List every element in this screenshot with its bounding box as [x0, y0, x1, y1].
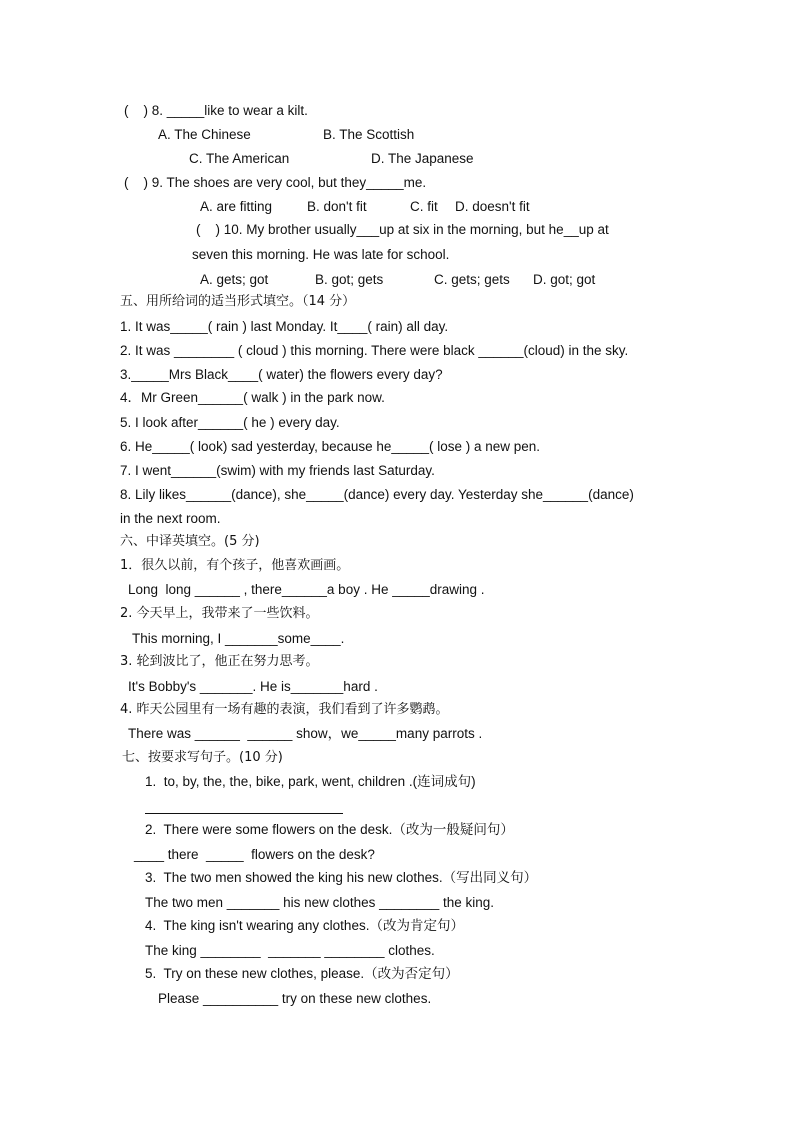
q9-option-d: D. doesn't fit	[455, 199, 530, 214]
section7-question: 3. The two men showed the king his new clothes.（写出同义句）	[145, 870, 538, 885]
q8-stem: ( ) 8. _____like to wear a kilt.	[124, 103, 308, 118]
section5-item: 5. I look after______( he ) every day.	[120, 415, 340, 430]
section7-answer-template: Please __________ try on these new clothes.	[158, 991, 432, 1006]
section6-english-blank: Long long ______ , there______a boy . He _____drawing .	[128, 582, 485, 597]
section5-item: 2. It was ________ ( cloud ) this morning. There were black ______(cloud) in the sky.	[120, 343, 629, 358]
section6-chinese-prompt: 2. 今天早上，我带来了一些饮料。	[120, 606, 319, 621]
q9-option-b: B. don't fit	[307, 199, 367, 214]
q8-option-b: B. The Scottish	[323, 127, 415, 142]
section7-question: 2. There were some flowers on the desk.（改为一般疑问句）	[145, 822, 514, 837]
section7-title: 七、按要求写句子。(10 分)	[122, 750, 283, 765]
section6-english-blank: This morning, I _______some____.	[132, 631, 345, 646]
section6-english-blank: There was ______ ______ show，we_____many parrots .	[128, 726, 483, 741]
section7-question: 5. Try on these new clothes, please.（改为否定句）	[145, 966, 459, 981]
section6-chinese-prompt: 3. 轮到波比了，他正在努力思考。	[120, 654, 319, 669]
section5-item: 4．Mr Green______( walk ) in the park now.	[120, 390, 385, 405]
q9-stem: ( ) 9. The shoes are very cool, but they_____me.	[124, 175, 427, 190]
section7-answer-template: The king ________ _______ ________ clothes.	[145, 943, 435, 958]
section5-item: 6. He_____( look) sad yesterday, because he_____( lose ) a new pen.	[120, 439, 541, 454]
section5-item: 8. Lily likes______(dance), she_____(dance) every day. Yesterday she______(dance)	[120, 487, 634, 502]
q8-option-c: C. The American	[189, 151, 290, 166]
section7-answer-template: The two men _______ his new clothes ________ the king.	[145, 895, 494, 910]
q10-option-c: C. gets; gets	[434, 272, 510, 287]
q8-option-d: D. The Japanese	[371, 151, 474, 166]
q8-option-a: A. The Chinese	[158, 127, 251, 142]
section7-question: 4. The king isn't wearing any clothes.（改为肯定句）	[145, 918, 464, 933]
q9-option-a: A. are fitting	[200, 199, 273, 214]
section6-chinese-prompt: 4. 昨天公园里有一场有趣的表演，我们看到了许多鹦鹉。	[120, 702, 449, 717]
q9-option-c: C. fit	[410, 199, 438, 214]
q10-option-a: A. gets; got	[200, 272, 269, 287]
q10-stem-continued: seven this morning. He was late for school.	[192, 247, 450, 262]
q10-stem: ( ) 10. My brother usually___up at six in the morning, but he__up at	[196, 222, 609, 237]
section6-chinese-prompt: 1．很久以前，有个孩子，他喜欢画画。	[120, 558, 350, 573]
section7-question: 1. to, by, the, the, bike, park, went, children .(连词成句)	[145, 774, 476, 789]
section7-answer-template: ____ there _____ flowers on the desk?	[134, 847, 375, 862]
section5-item: 3._____Mrs Black____( water) the flowers every day?	[120, 367, 443, 382]
q10-option-d: D. got; got	[533, 272, 596, 287]
section5-item-continued: in the next room.	[120, 511, 221, 526]
section6-english-blank: It's Bobby's _______. He is_______hard .	[128, 679, 378, 694]
section5-item: 1. It was_____( rain ) last Monday. It____( rain) all day.	[120, 319, 449, 334]
q10-option-b: B. got; gets	[315, 272, 384, 287]
answer-blank-line	[145, 813, 343, 814]
section5-title: 五、用所给词的适当形式填空。（14 分）	[120, 294, 356, 309]
section6-title: 六、中译英填空。(5 分)	[120, 534, 260, 549]
section5-item: 7. I went______(swim) with my friends last Saturday.	[120, 463, 435, 478]
